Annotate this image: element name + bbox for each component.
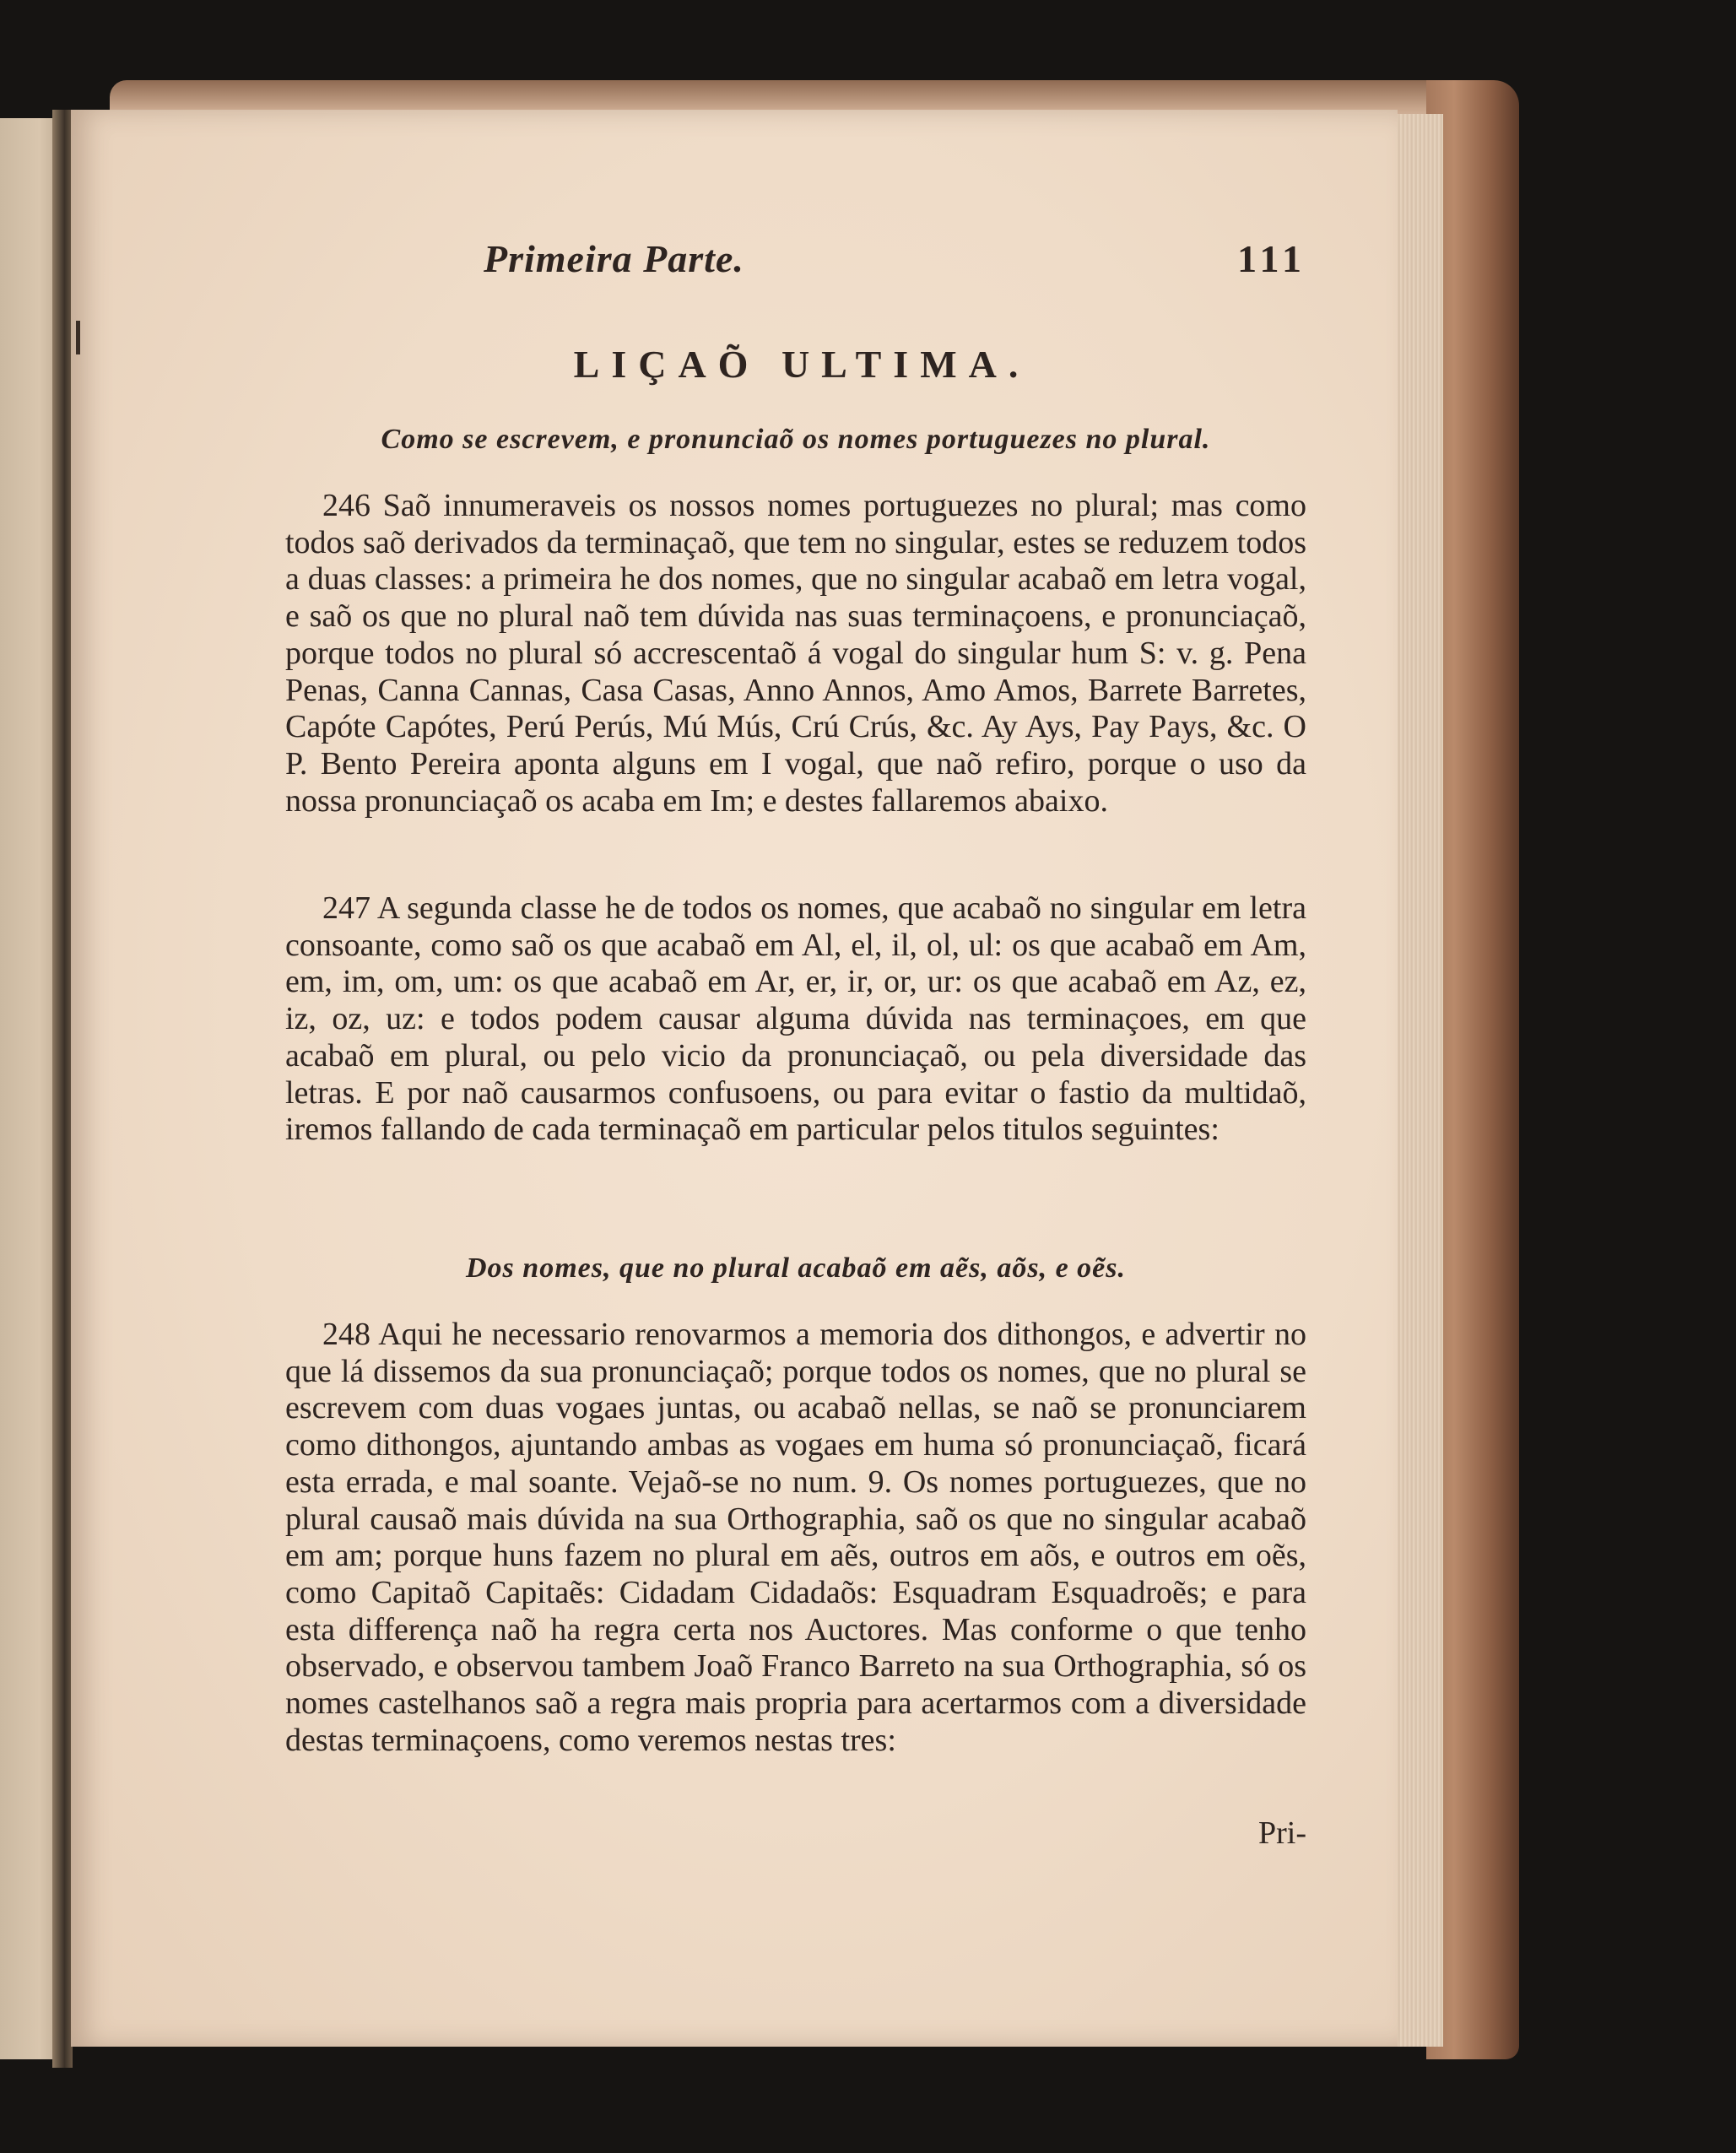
running-title: Primeira Parte. — [484, 237, 744, 280]
paragraph-247: 247 A segunda classe he de todos os nomes, que acabaõ no singular em letra consoante, como saõ os que acabaõ em Al, el, il, ol, ul: os que acabaõ em Am, em, im, om, um: os que acabaõ em Ar, er, ir, or, ur: os que acabaõ em Az, ez, iz, oz, uz: e todos podem causar alguma dúvida nas terminaçoes, em que acabaõ em plural, ou pelo vicio da pronunciaçaõ, ou pela diversidade das letras. E por naõ causarmos confusoens, ou para evitar o fastio da multidaõ, iremos fallando de cada terminaçaõ em particular pelos titulos seguintes: — [285, 890, 1306, 1148]
page-number: 111 — [1237, 237, 1306, 280]
book-gutter — [52, 110, 73, 2068]
paragraph-246: 246 Saõ innumeraveis os nossos nomes portuguezes no plural; mas como todos saõ derivados da terminaçaõ, que tem no singular, estes se reduzem todos a duas classes: a primeira he dos nomes, que no singular acabaõ em letra vogal, e saõ os que no plural naõ tem dúvida nas suas terminaçoens, e pronunciaçaõ, porque todos no plural só accrescentaõ á vogal do singular hum S: v. g. Pena Penas, Canna Cannas, Casa Casas, Anno Annos, Amo Amos, Barrete Barretes, Capóte Capótes, Perú Perús, Mú Mús, Crú Crús, &c. Ay Ays, Pay Pays, &c. O P. Bento Pereira aponta alguns em I vogal, que naõ refiro, porque o uso da nossa pronunciaçaõ os acaba em Im; e destes fallaremos abaixo. — [285, 488, 1306, 819]
subsection-title: Dos nomes, que no plural acabaõ em aẽs, aõs, e oẽs. — [466, 1252, 1126, 1284]
paragraph-248: 248 Aqui he necessario renovarmos a memoria dos dithongos, e advertir no que lá dissemos da sua pronunciaçaõ; porque todos os nomes, que no plural se escrevem com duas vogaes juntas, ou acabaõ nellas, se naõ se pronunciarem como dithongos, ajuntando ambas as vogaes em huma só pronunciaçaõ, ficará esta errada, e mal soante. Vejaõ-se no num. 9. Os nomes portuguezes, que no plural causaõ mais dúvida na sua Orthographia, saõ os que no singular acabaõ em am; porque huns fazem no plural em aẽs, outros em aõs, e outros em oẽs, como Capitaõ Capitaẽs: Cidadam Cidadaõs: Esquadram Esquadroẽs; e para esta differença naõ ha regra certa nos Auctores. Mas conforme o que tenho observado, e observou tambem Joaõ Franco Barreto na sua Orthographia, só os nomes castelhanos saõ a regra mais propria para acertarmos com a diversidade destas terminaçoens, como veremos nestas tres: — [285, 1317, 1306, 1758]
section-subtitle: Como se escrevem, e pronunciaõ os nomes portuguezes no plural. — [381, 424, 1211, 455]
chapter-title: LIÇAÕ ULTIMA. — [573, 343, 1030, 386]
running-head — [285, 236, 1306, 295]
book-page — [71, 110, 1398, 2047]
catchword: Pri- — [1258, 1815, 1306, 1851]
margin-mark — [76, 321, 80, 354]
